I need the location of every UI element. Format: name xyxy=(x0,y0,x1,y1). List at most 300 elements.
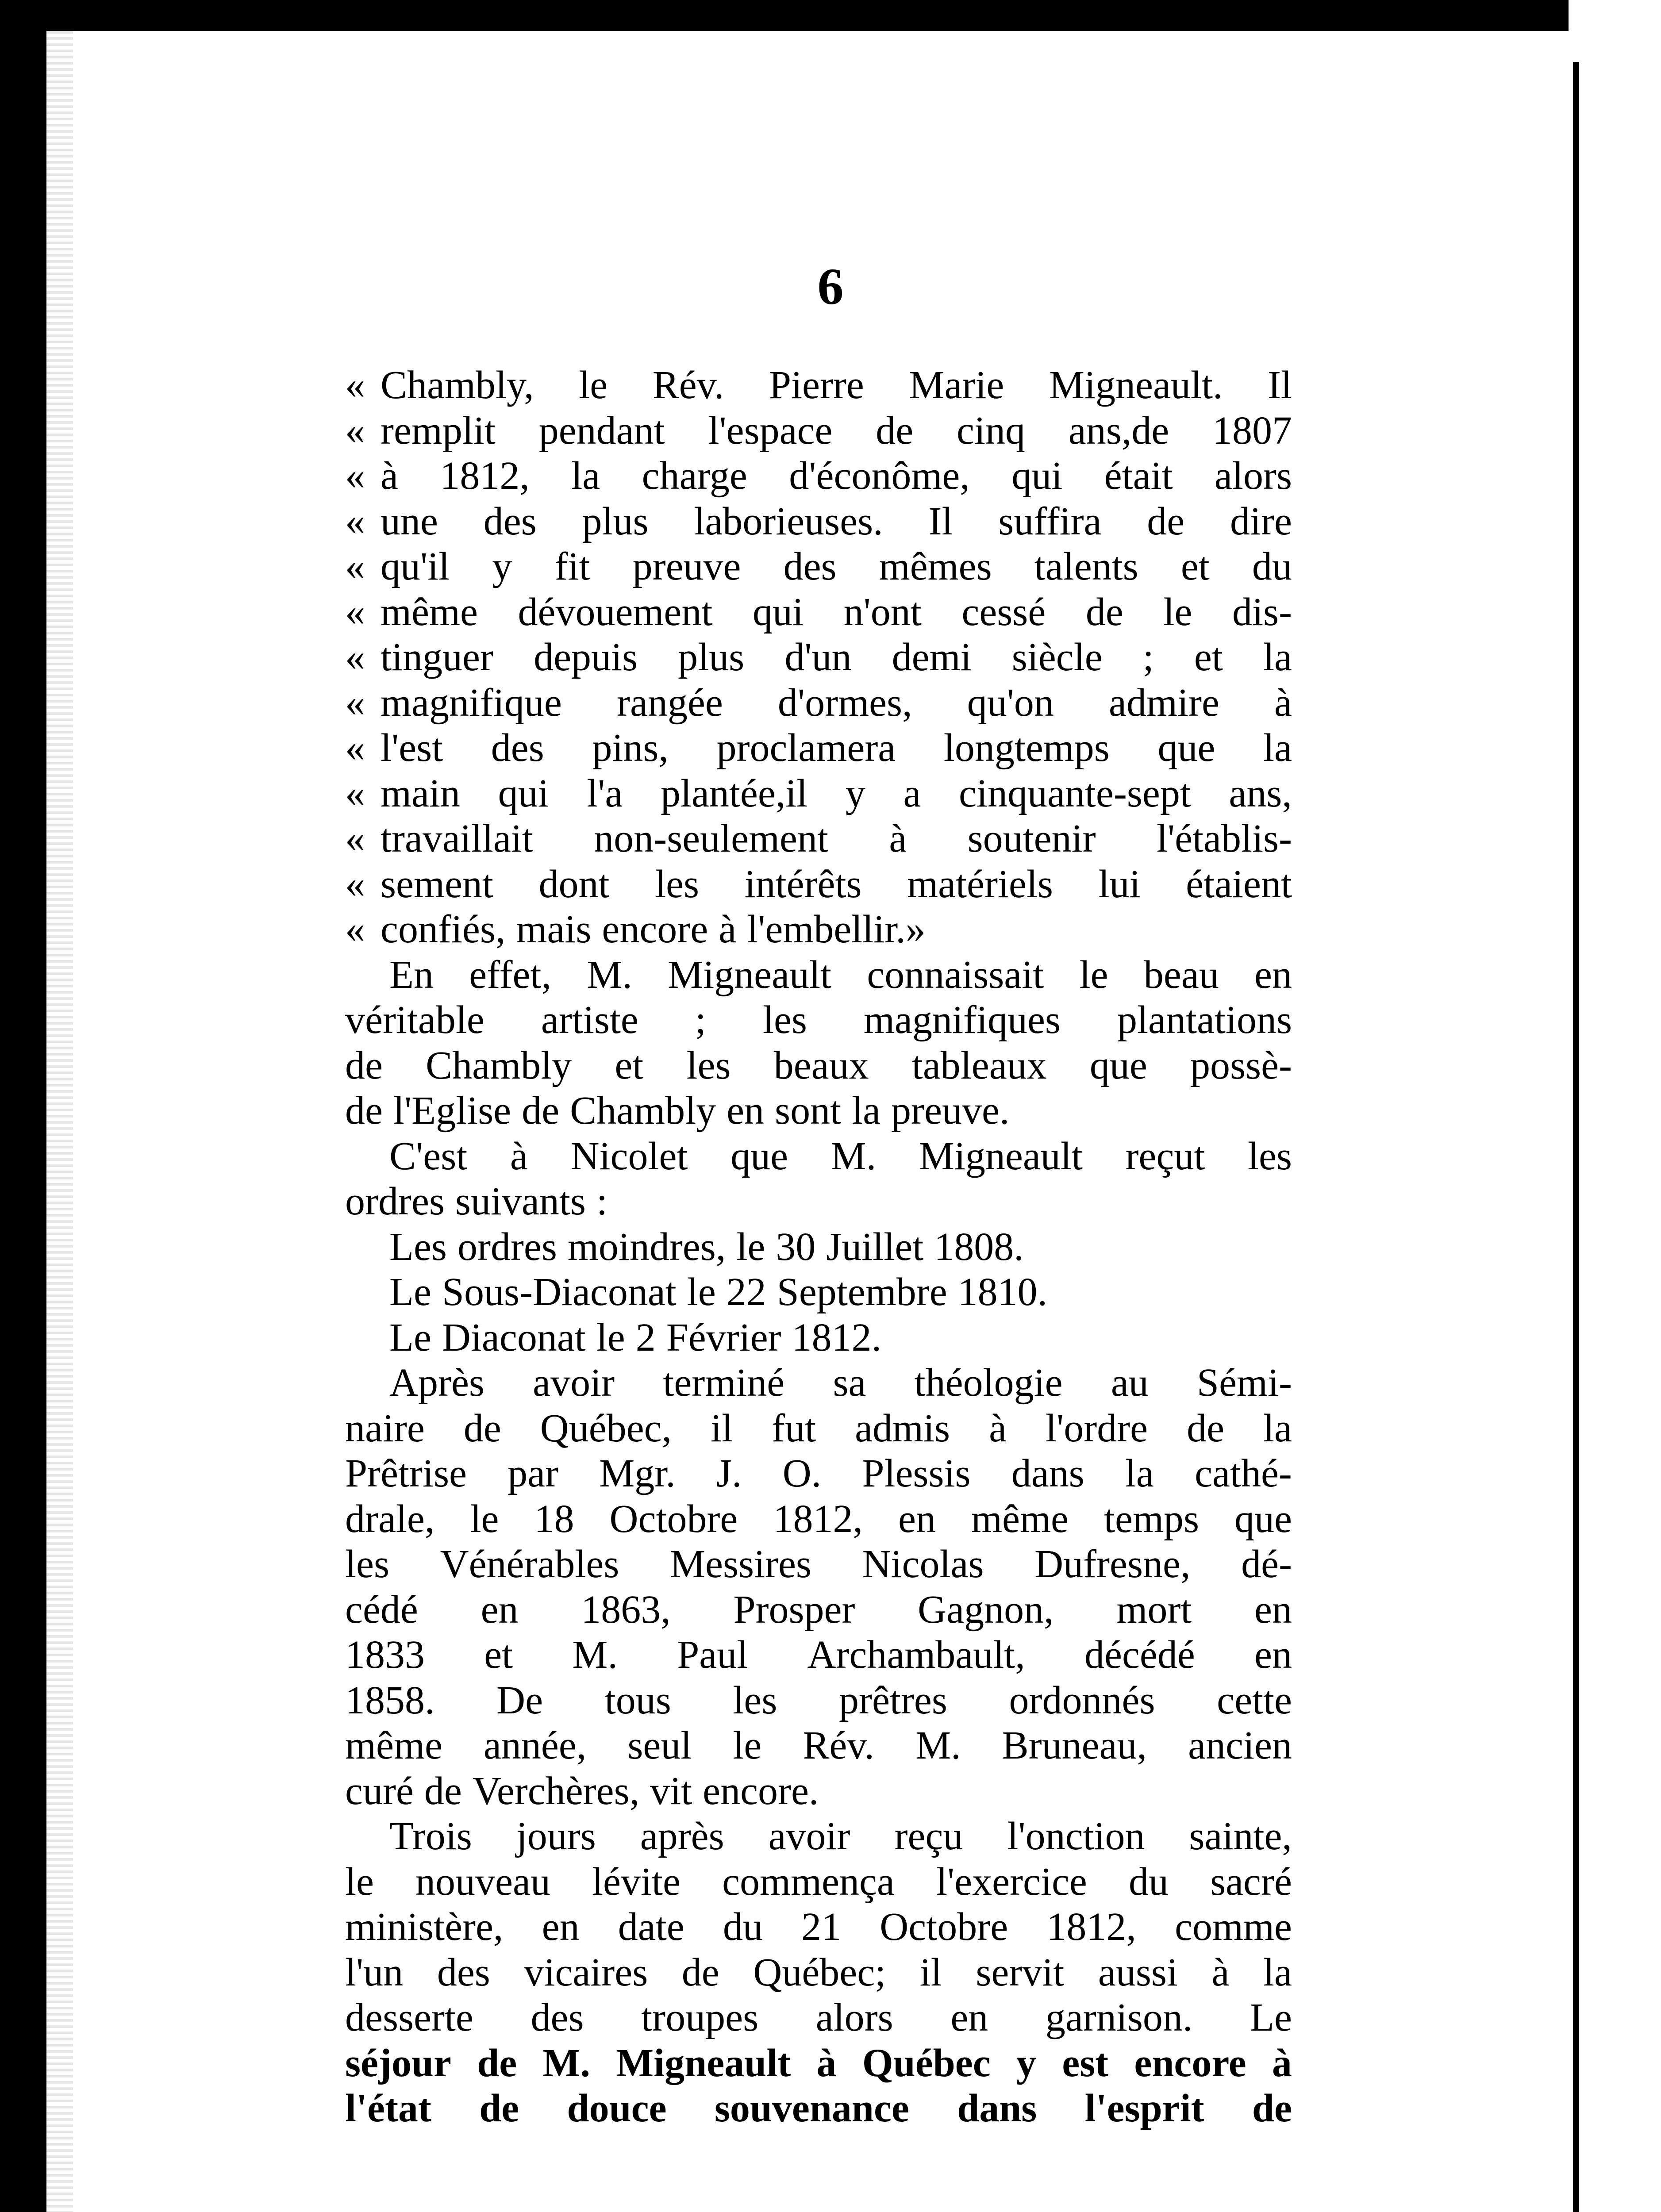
word: pendant xyxy=(538,408,665,453)
word: que xyxy=(1089,1043,1147,1087)
text-line xyxy=(345,907,1292,952)
text-line xyxy=(345,816,1292,862)
word: siècle xyxy=(1011,635,1103,679)
word: sainte, xyxy=(1189,1814,1292,1858)
word: du xyxy=(723,1905,763,1949)
word: du xyxy=(1128,1859,1169,1904)
word: ; xyxy=(1142,635,1154,679)
text-line xyxy=(345,499,1292,545)
text-line xyxy=(345,1179,1292,1225)
word: reçut xyxy=(1125,1134,1205,1178)
word: Vénérables xyxy=(440,1542,619,1586)
quote-mark: « xyxy=(345,771,365,815)
word: encore. xyxy=(703,1769,819,1813)
word: 21 xyxy=(801,1905,842,1949)
text-line xyxy=(345,1678,1292,1724)
word: à xyxy=(1272,2041,1292,2085)
quote-mark: « xyxy=(345,545,365,588)
word: l'établis- xyxy=(1156,817,1292,860)
word: mais xyxy=(516,907,592,951)
word: fut xyxy=(772,1406,816,1450)
word: l'est xyxy=(381,726,443,770)
word: seul xyxy=(627,1724,692,1767)
word: et xyxy=(615,1043,644,1087)
word: artiste xyxy=(541,998,638,1042)
word: desserte xyxy=(345,1996,473,2039)
word: preuve. xyxy=(891,1089,1010,1133)
word: sacré xyxy=(1210,1859,1292,1904)
word: M. xyxy=(542,2041,590,2085)
word: des xyxy=(531,1996,584,2039)
word: pins, xyxy=(592,726,669,770)
word: le xyxy=(687,1270,716,1314)
word: qui xyxy=(498,771,549,815)
word: Migneault xyxy=(919,1134,1083,1178)
word: cédé xyxy=(345,1587,418,1632)
word: à xyxy=(510,1134,528,1178)
word: tinguer xyxy=(381,635,493,679)
word: cette xyxy=(1217,1678,1292,1722)
word: Migneault xyxy=(616,2041,791,2085)
word: sement xyxy=(381,862,493,906)
word: à xyxy=(889,817,907,860)
word: preuve xyxy=(632,545,741,588)
word: Chambly, xyxy=(381,363,534,407)
text-line xyxy=(345,1587,1292,1633)
word: était xyxy=(1104,454,1173,498)
word: 1807 xyxy=(1212,408,1292,453)
word: de xyxy=(1187,1406,1225,1450)
word: Septembre xyxy=(777,1270,947,1314)
quote-mark: « xyxy=(345,408,365,453)
word: tableaux xyxy=(911,1043,1047,1087)
word: douce xyxy=(567,2086,667,2130)
word: Québec; xyxy=(753,1950,886,1994)
word: y xyxy=(1016,2041,1036,2085)
word: cinquante-sept xyxy=(959,771,1191,815)
word: en xyxy=(950,1996,988,2039)
word: Pierre xyxy=(769,363,864,407)
word: sa xyxy=(833,1361,866,1405)
word: servit xyxy=(976,1950,1065,1994)
word: ans, xyxy=(1229,771,1292,815)
word: Verchères, xyxy=(472,1769,640,1813)
word: M. xyxy=(830,1134,877,1178)
word: De xyxy=(496,1678,543,1722)
word: alors xyxy=(1215,454,1292,498)
word: naire xyxy=(345,1406,425,1450)
word: année, xyxy=(483,1724,587,1767)
word: le xyxy=(345,1859,374,1904)
word: cinq xyxy=(957,408,1025,453)
word: n'ont xyxy=(843,590,922,634)
word: le xyxy=(470,1497,499,1541)
word: 1810. xyxy=(957,1270,1048,1314)
word: y xyxy=(845,771,865,815)
word: en xyxy=(1254,1633,1292,1677)
word: terminé xyxy=(663,1361,785,1405)
word: fit xyxy=(554,545,590,588)
word: de xyxy=(479,2086,519,2130)
word: l'Eglise xyxy=(393,1089,511,1133)
word: proclamera xyxy=(716,726,896,770)
word: : xyxy=(596,1179,607,1223)
word: même xyxy=(971,1497,1069,1541)
word: l'exercice xyxy=(936,1859,1087,1904)
word: d'un xyxy=(784,635,852,679)
word: M. xyxy=(587,952,632,997)
word: après xyxy=(640,1814,724,1858)
text-line xyxy=(345,1451,1292,1497)
quote-mark: « xyxy=(345,454,365,498)
word: temps xyxy=(1104,1497,1199,1541)
text-line xyxy=(345,1088,1292,1134)
word: Février xyxy=(666,1315,781,1359)
word: M. xyxy=(572,1633,618,1677)
word: beaux xyxy=(773,1043,869,1087)
word: ordres xyxy=(345,1179,445,1223)
text-line xyxy=(345,1859,1292,1905)
word: à xyxy=(719,907,737,951)
word: Nicolet xyxy=(570,1134,688,1178)
word: Le xyxy=(1250,1996,1292,2039)
quote-mark: « xyxy=(345,726,365,770)
word: la xyxy=(852,1089,881,1133)
word: dévouement xyxy=(518,590,713,634)
word: l'a xyxy=(587,771,623,815)
word: ; xyxy=(695,998,706,1042)
word: les xyxy=(686,1043,731,1087)
text-line xyxy=(345,453,1292,499)
word: Octobre xyxy=(609,1497,738,1541)
word: la xyxy=(571,454,600,498)
text-line xyxy=(345,1270,1292,1315)
word: la xyxy=(1263,1406,1292,1450)
word: dans xyxy=(1011,1452,1084,1495)
word: de xyxy=(522,1089,560,1133)
word: plantations xyxy=(1117,998,1292,1042)
word: plus xyxy=(678,635,745,679)
word: Prêtrise xyxy=(345,1452,467,1495)
word: jours xyxy=(516,1814,596,1858)
word: les xyxy=(733,1678,777,1722)
word: des xyxy=(437,1950,490,1994)
word: l'espace xyxy=(708,408,833,453)
word: Marie xyxy=(909,363,1004,407)
word: beau xyxy=(1143,952,1219,997)
word: 1863, xyxy=(581,1587,671,1632)
text-line xyxy=(345,1315,1292,1361)
word: vit xyxy=(650,1769,692,1813)
text-line xyxy=(345,363,1292,408)
word: de xyxy=(681,1950,719,1994)
text-line xyxy=(345,1814,1292,1859)
word: l'ordre xyxy=(1046,1406,1148,1450)
text-line xyxy=(345,952,1292,998)
word: le xyxy=(596,1315,625,1359)
spine-background xyxy=(1569,0,1661,2212)
text-line xyxy=(345,1225,1292,1270)
word: vicaires xyxy=(524,1950,648,1994)
quote-mark: « xyxy=(345,680,365,725)
word: Archambault, xyxy=(807,1633,1025,1677)
word: il xyxy=(919,1950,942,1994)
word: décédé xyxy=(1084,1633,1195,1677)
word: Prosper xyxy=(733,1587,855,1632)
word: Nicolas xyxy=(862,1542,984,1586)
word: séjour xyxy=(345,2041,451,2085)
word: Le xyxy=(389,1270,431,1314)
word: le xyxy=(736,1225,765,1269)
word: 1812. xyxy=(792,1315,882,1359)
word: Gagnon, xyxy=(918,1587,1054,1632)
text-line xyxy=(345,1905,1292,1950)
word: prêtres xyxy=(839,1678,947,1722)
quote-mark: « xyxy=(345,817,365,860)
word: 18 xyxy=(534,1497,574,1541)
word: Sémi- xyxy=(1197,1361,1292,1405)
word: d'éconôme, xyxy=(789,454,970,498)
word: les xyxy=(345,1542,389,1586)
word: avoir xyxy=(533,1361,615,1405)
word: 1812, xyxy=(773,1497,863,1541)
word: encore xyxy=(602,907,708,951)
word: à xyxy=(1211,1950,1230,1994)
word: qu'il xyxy=(381,545,450,588)
word: Les xyxy=(389,1225,447,1269)
word: possè- xyxy=(1190,1043,1292,1087)
text-line xyxy=(345,726,1292,771)
word: de xyxy=(1085,590,1123,634)
word: dis- xyxy=(1232,590,1292,634)
word: en xyxy=(542,1905,580,1949)
text-line xyxy=(345,408,1292,454)
word: des xyxy=(783,545,837,588)
word: M. xyxy=(915,1724,961,1767)
text-line xyxy=(345,590,1292,635)
word: même xyxy=(381,590,478,634)
word: Chambly xyxy=(570,1089,716,1133)
word: drale, xyxy=(345,1497,435,1541)
word: 1833 xyxy=(345,1633,425,1677)
word: Juillet xyxy=(826,1225,924,1269)
word: Chambly xyxy=(426,1043,572,1087)
word: en xyxy=(898,1497,936,1541)
word: commença xyxy=(722,1859,895,1904)
word: et xyxy=(484,1633,513,1677)
word: le xyxy=(1079,952,1108,997)
word: J. xyxy=(716,1452,742,1495)
text-line xyxy=(345,680,1292,726)
word: garnison. xyxy=(1045,1996,1193,2039)
word: étaient xyxy=(1186,862,1292,906)
word: la xyxy=(1125,1452,1154,1495)
text-line xyxy=(345,1632,1292,1678)
word: Octobre xyxy=(880,1905,1008,1949)
text-line xyxy=(345,1950,1292,1996)
body-text xyxy=(345,363,1292,2131)
word: Bruneau, xyxy=(1002,1724,1147,1767)
word: que xyxy=(731,1134,788,1178)
word: laborieuses. xyxy=(694,499,883,543)
text-line xyxy=(345,1542,1292,1587)
word: à xyxy=(989,1406,1007,1450)
word: 1812, xyxy=(440,454,530,498)
word: que xyxy=(1157,726,1215,770)
word: Diaconat xyxy=(442,1315,586,1359)
word: Il xyxy=(928,499,953,543)
word: plus xyxy=(582,499,649,543)
word: théologie xyxy=(914,1361,1063,1405)
word: effet, xyxy=(469,952,551,997)
word: l'état xyxy=(345,2086,431,2130)
word: la xyxy=(1263,726,1292,770)
word: nouveau xyxy=(415,1859,550,1904)
word: encore xyxy=(1134,2041,1246,2085)
text-line xyxy=(345,1769,1292,1814)
word: En xyxy=(389,952,434,997)
word: O. xyxy=(782,1452,822,1495)
word: y xyxy=(492,545,512,588)
word: Migneault. xyxy=(1049,363,1223,407)
word: de xyxy=(345,1043,383,1087)
text-line xyxy=(345,2041,1292,2086)
word: les xyxy=(1247,1134,1292,1178)
word: Québec xyxy=(862,2041,991,2085)
quote-mark: « xyxy=(345,499,365,543)
word: Rév. xyxy=(652,363,724,407)
word: de xyxy=(1147,499,1185,543)
word: l'un xyxy=(345,1950,404,1994)
word: lévite xyxy=(592,1859,681,1904)
word: sont xyxy=(775,1089,842,1133)
word: C'est xyxy=(389,1134,468,1178)
word: Paul xyxy=(677,1633,748,1677)
word: matériels xyxy=(907,862,1053,906)
word: la xyxy=(1263,1950,1292,1994)
word: longtemps xyxy=(943,726,1110,770)
text-line xyxy=(345,544,1292,590)
text-line xyxy=(345,1723,1292,1769)
word: par xyxy=(508,1452,559,1495)
word: remplit xyxy=(381,408,496,453)
page-gutter-edge xyxy=(46,31,73,2212)
word: connaissait xyxy=(867,952,1044,997)
word: même xyxy=(345,1724,442,1767)
word: Rév. xyxy=(803,1724,875,1767)
word: 1808. xyxy=(934,1225,1024,1269)
word: Sous-Diaconat xyxy=(442,1270,677,1314)
word: troupes xyxy=(641,1996,759,2039)
text-line xyxy=(345,862,1292,907)
word: le xyxy=(579,363,608,407)
text-line xyxy=(345,1406,1292,1452)
word: date xyxy=(618,1905,684,1949)
text-line xyxy=(345,998,1292,1043)
word: il xyxy=(711,1406,733,1450)
word: est xyxy=(1062,2041,1109,2085)
word: main xyxy=(381,771,460,815)
word: des xyxy=(491,726,544,770)
word: magnifique xyxy=(381,680,562,725)
word: non-seulement xyxy=(594,817,829,860)
spine-line xyxy=(1573,62,1579,2212)
word: ans,de xyxy=(1068,408,1169,453)
word: à xyxy=(816,2041,837,2085)
word: en xyxy=(727,1089,765,1133)
word: de xyxy=(345,1089,383,1133)
word: Plessis xyxy=(862,1452,971,1495)
word: Mgr. xyxy=(599,1452,676,1495)
word: dont xyxy=(538,862,610,906)
word: de xyxy=(477,2041,517,2085)
word: véritable xyxy=(345,998,484,1042)
word: Il xyxy=(1267,363,1292,407)
quote-mark: « xyxy=(345,907,365,951)
word: 30 xyxy=(776,1225,816,1269)
word: à xyxy=(381,454,398,498)
word: rangée xyxy=(617,680,723,725)
word: tous xyxy=(604,1678,671,1722)
quote-mark: « xyxy=(345,590,365,634)
quote-mark: « xyxy=(345,635,365,679)
word: souvenance xyxy=(714,2086,909,2130)
word: Dufresne, xyxy=(1034,1542,1191,1586)
word: les xyxy=(655,862,700,906)
word: confiés, xyxy=(381,907,506,951)
word: mêmes xyxy=(879,545,992,588)
text-line xyxy=(345,771,1292,817)
word: comme xyxy=(1175,1905,1292,1949)
word: qu'on xyxy=(967,680,1054,725)
word: reçu xyxy=(894,1814,963,1858)
word: suffira xyxy=(998,499,1102,543)
text-line xyxy=(345,635,1292,680)
word: en xyxy=(1254,1587,1292,1632)
text-line xyxy=(345,1995,1292,2041)
word: charge xyxy=(642,454,747,498)
word: intérêts xyxy=(744,862,862,906)
word: mort xyxy=(1116,1587,1192,1632)
word: le xyxy=(733,1724,762,1767)
word: plantée,il xyxy=(660,771,808,815)
word: magnifiques xyxy=(864,998,1061,1042)
text-line xyxy=(345,1360,1292,1406)
word: 22 xyxy=(726,1270,766,1314)
word: 1812, xyxy=(1046,1905,1136,1949)
text-line xyxy=(345,1134,1292,1179)
word: travaillait xyxy=(381,817,533,860)
word: au xyxy=(1111,1361,1149,1405)
word: soutenir xyxy=(967,817,1096,860)
word: admire xyxy=(1109,680,1219,725)
word: que xyxy=(1234,1497,1292,1541)
word: Messires xyxy=(669,1542,811,1586)
word: curé xyxy=(345,1769,414,1813)
word: le xyxy=(1163,590,1192,634)
text-line xyxy=(345,2086,1292,2131)
word: alors xyxy=(815,1996,893,2039)
text-line xyxy=(345,1497,1292,1542)
word: ministère, xyxy=(345,1905,504,1949)
word: à xyxy=(1274,680,1292,725)
quote-mark: « xyxy=(345,363,365,407)
word: avoir xyxy=(768,1814,850,1858)
word: en xyxy=(1254,952,1292,997)
word: les xyxy=(762,998,807,1042)
word: aussi xyxy=(1098,1950,1178,1994)
text-line xyxy=(345,1043,1292,1089)
